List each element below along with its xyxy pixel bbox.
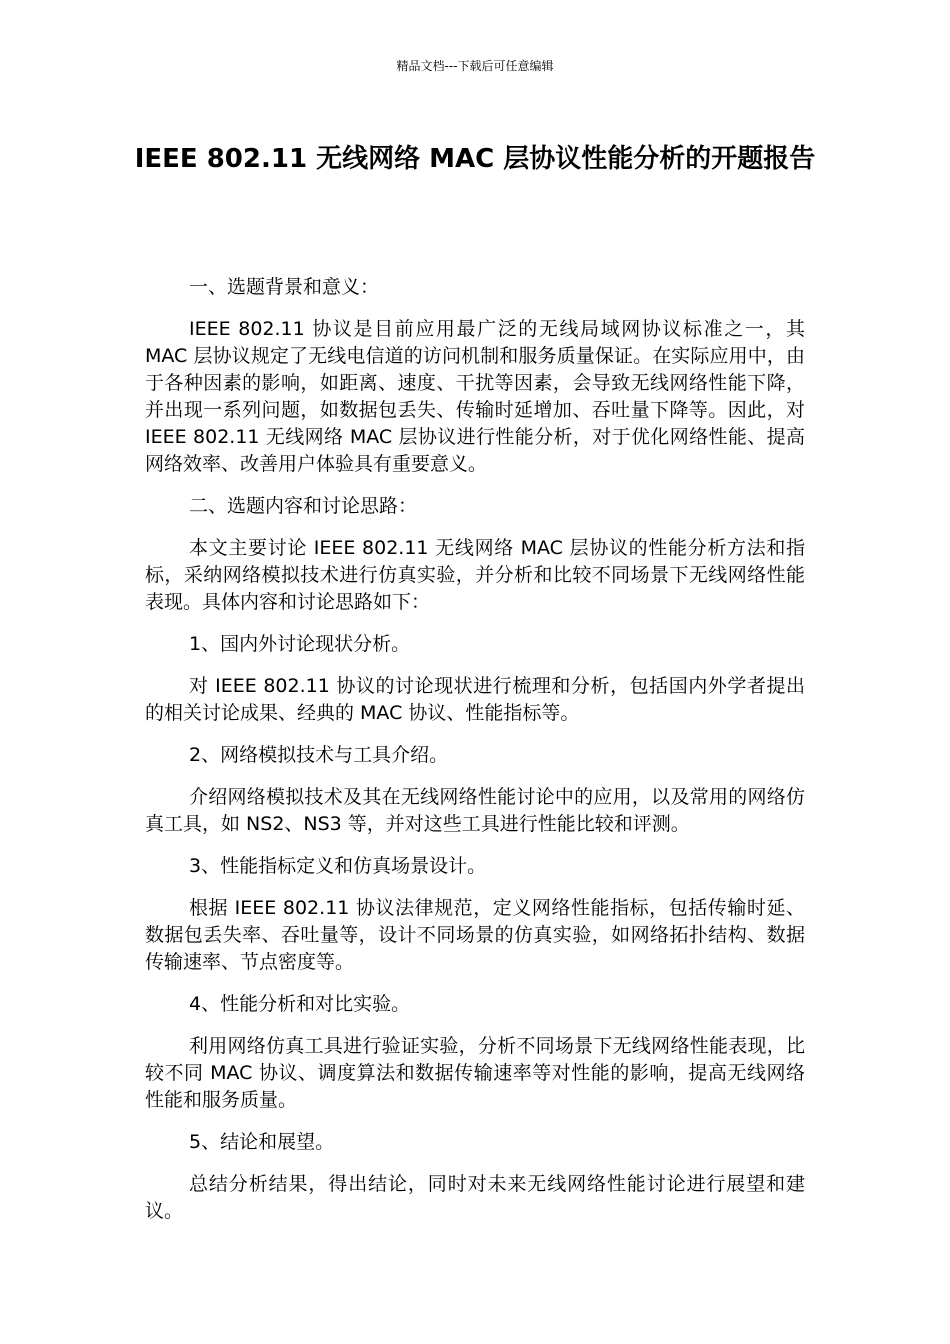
section-heading-content: 二、选题内容和讨论思路： — [189, 495, 418, 517]
item-heading-3: 3、性能指标定义和仿真场景设计。 — [189, 855, 487, 877]
item-paragraph-2: 介绍网络模拟技术及其在无线网络性能讨论中的应用，以及常用的网络仿真工具，如 NS2、NS3 等，并对这些工具进行性能比较和评测。 — [145, 786, 805, 835]
item-paragraph-5: 总结分析结果，得出结论，同时对未来无线网络性能讨论进行展望和建议。 — [145, 1173, 805, 1222]
item-heading-1: 1、国内外讨论现状分析。 — [189, 633, 411, 655]
item-paragraph-1: 对 IEEE 802.11 协议的讨论现状进行梳理和分析，包括国内外学者提出的相关讨论成果、经典的 MAC 协议、性能指标等。 — [145, 675, 805, 724]
item-heading-5: 5、结论和展望。 — [189, 1131, 335, 1153]
item-paragraph-3: 根据 IEEE 802.11 协议法律规范，定义网络性能指标，包括传输时延、数据包丢失率、吞吐量等，设计不同场景的仿真实验，如网络拓扑结构、数据传输速率、节点密度等。 — [145, 897, 805, 973]
header-note: 精品文档---下载后可任意编辑 — [396, 59, 554, 73]
section-heading-background: 一、选题背景和意义： — [189, 276, 380, 298]
item-heading-2: 2、网络模拟技术与工具介绍。 — [189, 744, 449, 766]
document-body — [145, 274, 805, 1240]
paragraph-content-overview: 本文主要讨论 IEEE 802.11 无线网络 MAC 层协议的性能分析方法和指标，采纳网络模拟技术进行仿真实验，并分析和比较不同场景下无线网络性能表现。具体内容和讨论思路如下： — [145, 537, 805, 613]
item-heading-4: 4、性能分析和对比实验。 — [189, 993, 411, 1015]
document-title: IEEE 802.11 无线网络 MAC 层协议性能分析的开题报告 — [134, 144, 816, 174]
paragraph-background: IEEE 802.11 协议是目前应用最广泛的无线局域网协议标准之一，其 MAC 层协议规定了无线电信道的访问机制和服务质量保证。在实际应用中，由于各种因素的影响，如距离、速度、干扰等因素，会导致无线网络性能下降，并出现一系列问题，如数据包丢失、传输时延增加、吞吐量下降等。因此，对 IEEE 802.11 无线网络 MAC 层协议进行性能分析，对于优化网络性能、提高网络效率、改善用户体验具有重要意义。 — [145, 318, 805, 475]
item-paragraph-4: 利用网络仿真工具进行验证实验，分析不同场景下无线网络性能表现，比较不同 MAC 协议、调度算法和数据传输速率等对性能的影响，提高无线网络性能和服务质量。 — [145, 1035, 805, 1111]
